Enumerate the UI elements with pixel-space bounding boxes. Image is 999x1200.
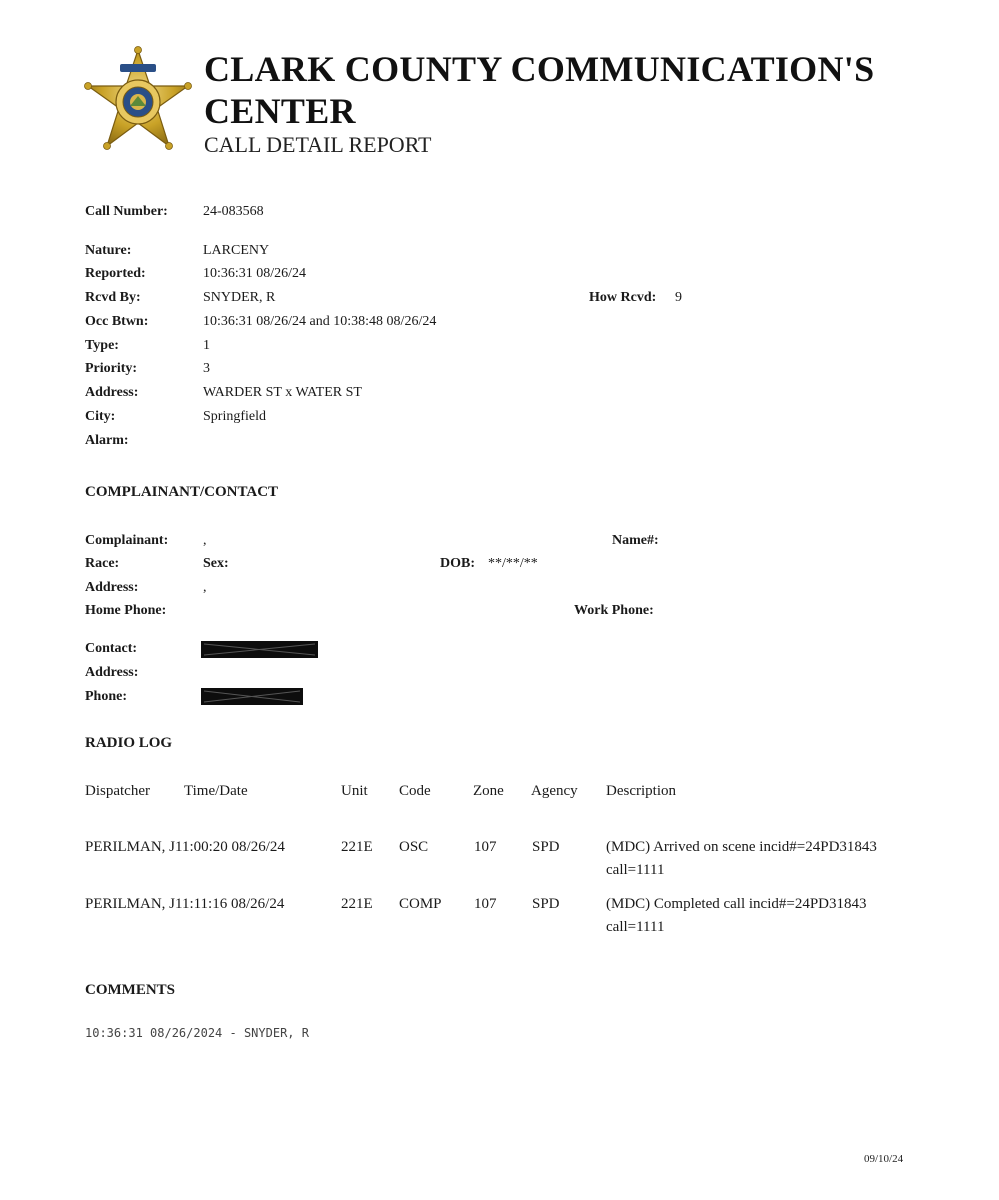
complainant-label: Complainant: — [85, 533, 169, 548]
row-unit: 221E — [341, 896, 373, 912]
race-label: Race: — [85, 556, 120, 571]
contact-redaction — [201, 641, 318, 658]
radio-log-section-title: RADIO LOG — [85, 735, 173, 751]
row-description-line-1: (MDC) Completed call incid#=24PD31843 — [606, 896, 867, 912]
city-value: Springfield — [203, 409, 266, 424]
column-header-time-date: Time/Date — [184, 783, 248, 799]
reported-label: Reported: — [85, 266, 146, 281]
row-description-line-2: call=1111 — [606, 862, 665, 878]
column-header-code: Code — [399, 783, 431, 799]
name-number-label: Name#: — [612, 533, 659, 548]
column-header-dispatcher: Dispatcher — [85, 783, 150, 799]
call-number-label: Call Number: — [85, 204, 168, 219]
row-dispatcher-time: PERILMAN, J11:11:16 08/26/24 — [85, 896, 285, 912]
phone-redaction — [201, 688, 303, 705]
rcvd-by-label: Rcvd By: — [85, 290, 141, 305]
call-number-value: 24-083568 — [203, 204, 264, 219]
complainant-section-title: COMPLAINANT/CONTACT — [85, 484, 279, 500]
column-header-agency: Agency — [531, 783, 578, 799]
home-phone-label: Home Phone: — [85, 603, 167, 618]
print-date: 09/10/24 — [864, 1153, 904, 1165]
row-agency: SPD — [532, 839, 560, 855]
row-description-line-2: call=1111 — [606, 919, 665, 935]
sex-label: Sex: — [203, 556, 229, 571]
priority-value: 3 — [203, 361, 210, 376]
contact-phone-label: Phone: — [85, 689, 127, 704]
contact-label: Contact: — [85, 641, 138, 656]
report-title — [204, 48, 874, 132]
contact-address-label: Address: — [85, 665, 139, 680]
row-code: OSC — [399, 839, 429, 855]
comment-entry: 10:36:31 08/26/2024 - SNYDER, R — [85, 1026, 309, 1040]
title-line-2: CENTER — [204, 91, 356, 131]
how-rcvd-label: How Rcvd: — [589, 290, 657, 305]
row-zone: 107 — [474, 896, 497, 912]
address-label: Address: — [85, 385, 139, 400]
how-rcvd-value: 9 — [675, 290, 682, 305]
sheriff-badge-icon — [84, 46, 192, 156]
work-phone-label: Work Phone: — [574, 603, 654, 618]
column-header-unit: Unit — [341, 783, 368, 799]
row-zone: 107 — [474, 839, 497, 855]
nature-value: LARCENY — [203, 243, 270, 258]
column-header-description: Description — [606, 783, 676, 799]
title-line-1: CLARK COUNTY COMMUNICATION'S — [204, 49, 875, 89]
dob-label: DOB: — [440, 556, 475, 571]
occ-btwn-label: Occ Btwn: — [85, 314, 149, 329]
row-description-line-1: (MDC) Arrived on scene incid#=24PD31843 — [606, 839, 877, 855]
city-label: City: — [85, 409, 116, 424]
row-agency: SPD — [532, 896, 560, 912]
report-subtitle: CALL DETAIL REPORT — [204, 132, 432, 157]
address-value: WARDER ST x WATER ST — [203, 385, 362, 400]
dob-value: **/**/** — [488, 556, 538, 571]
rcvd-by-value: SNYDER, R — [203, 290, 276, 305]
complainant-value: , — [203, 533, 207, 548]
reported-value: 10:36:31 08/26/24 — [203, 266, 307, 281]
type-label: Type: — [85, 338, 119, 353]
nature-label: Nature: — [85, 243, 132, 258]
occ-btwn-value: 10:36:31 08/26/24 and 10:38:48 08/26/24 — [203, 314, 437, 329]
type-value: 1 — [203, 338, 210, 353]
column-header-zone: Zone — [473, 783, 504, 799]
complainant-address-value: , — [203, 580, 207, 595]
complainant-address-label: Address: — [85, 580, 139, 595]
comments-section-title: COMMENTS — [85, 982, 175, 998]
priority-label: Priority: — [85, 361, 138, 376]
row-code: COMP — [399, 896, 442, 912]
row-dispatcher-time: PERILMAN, J11:00:20 08/26/24 — [85, 839, 285, 855]
alarm-label: Alarm: — [85, 433, 129, 448]
row-unit: 221E — [341, 839, 373, 855]
